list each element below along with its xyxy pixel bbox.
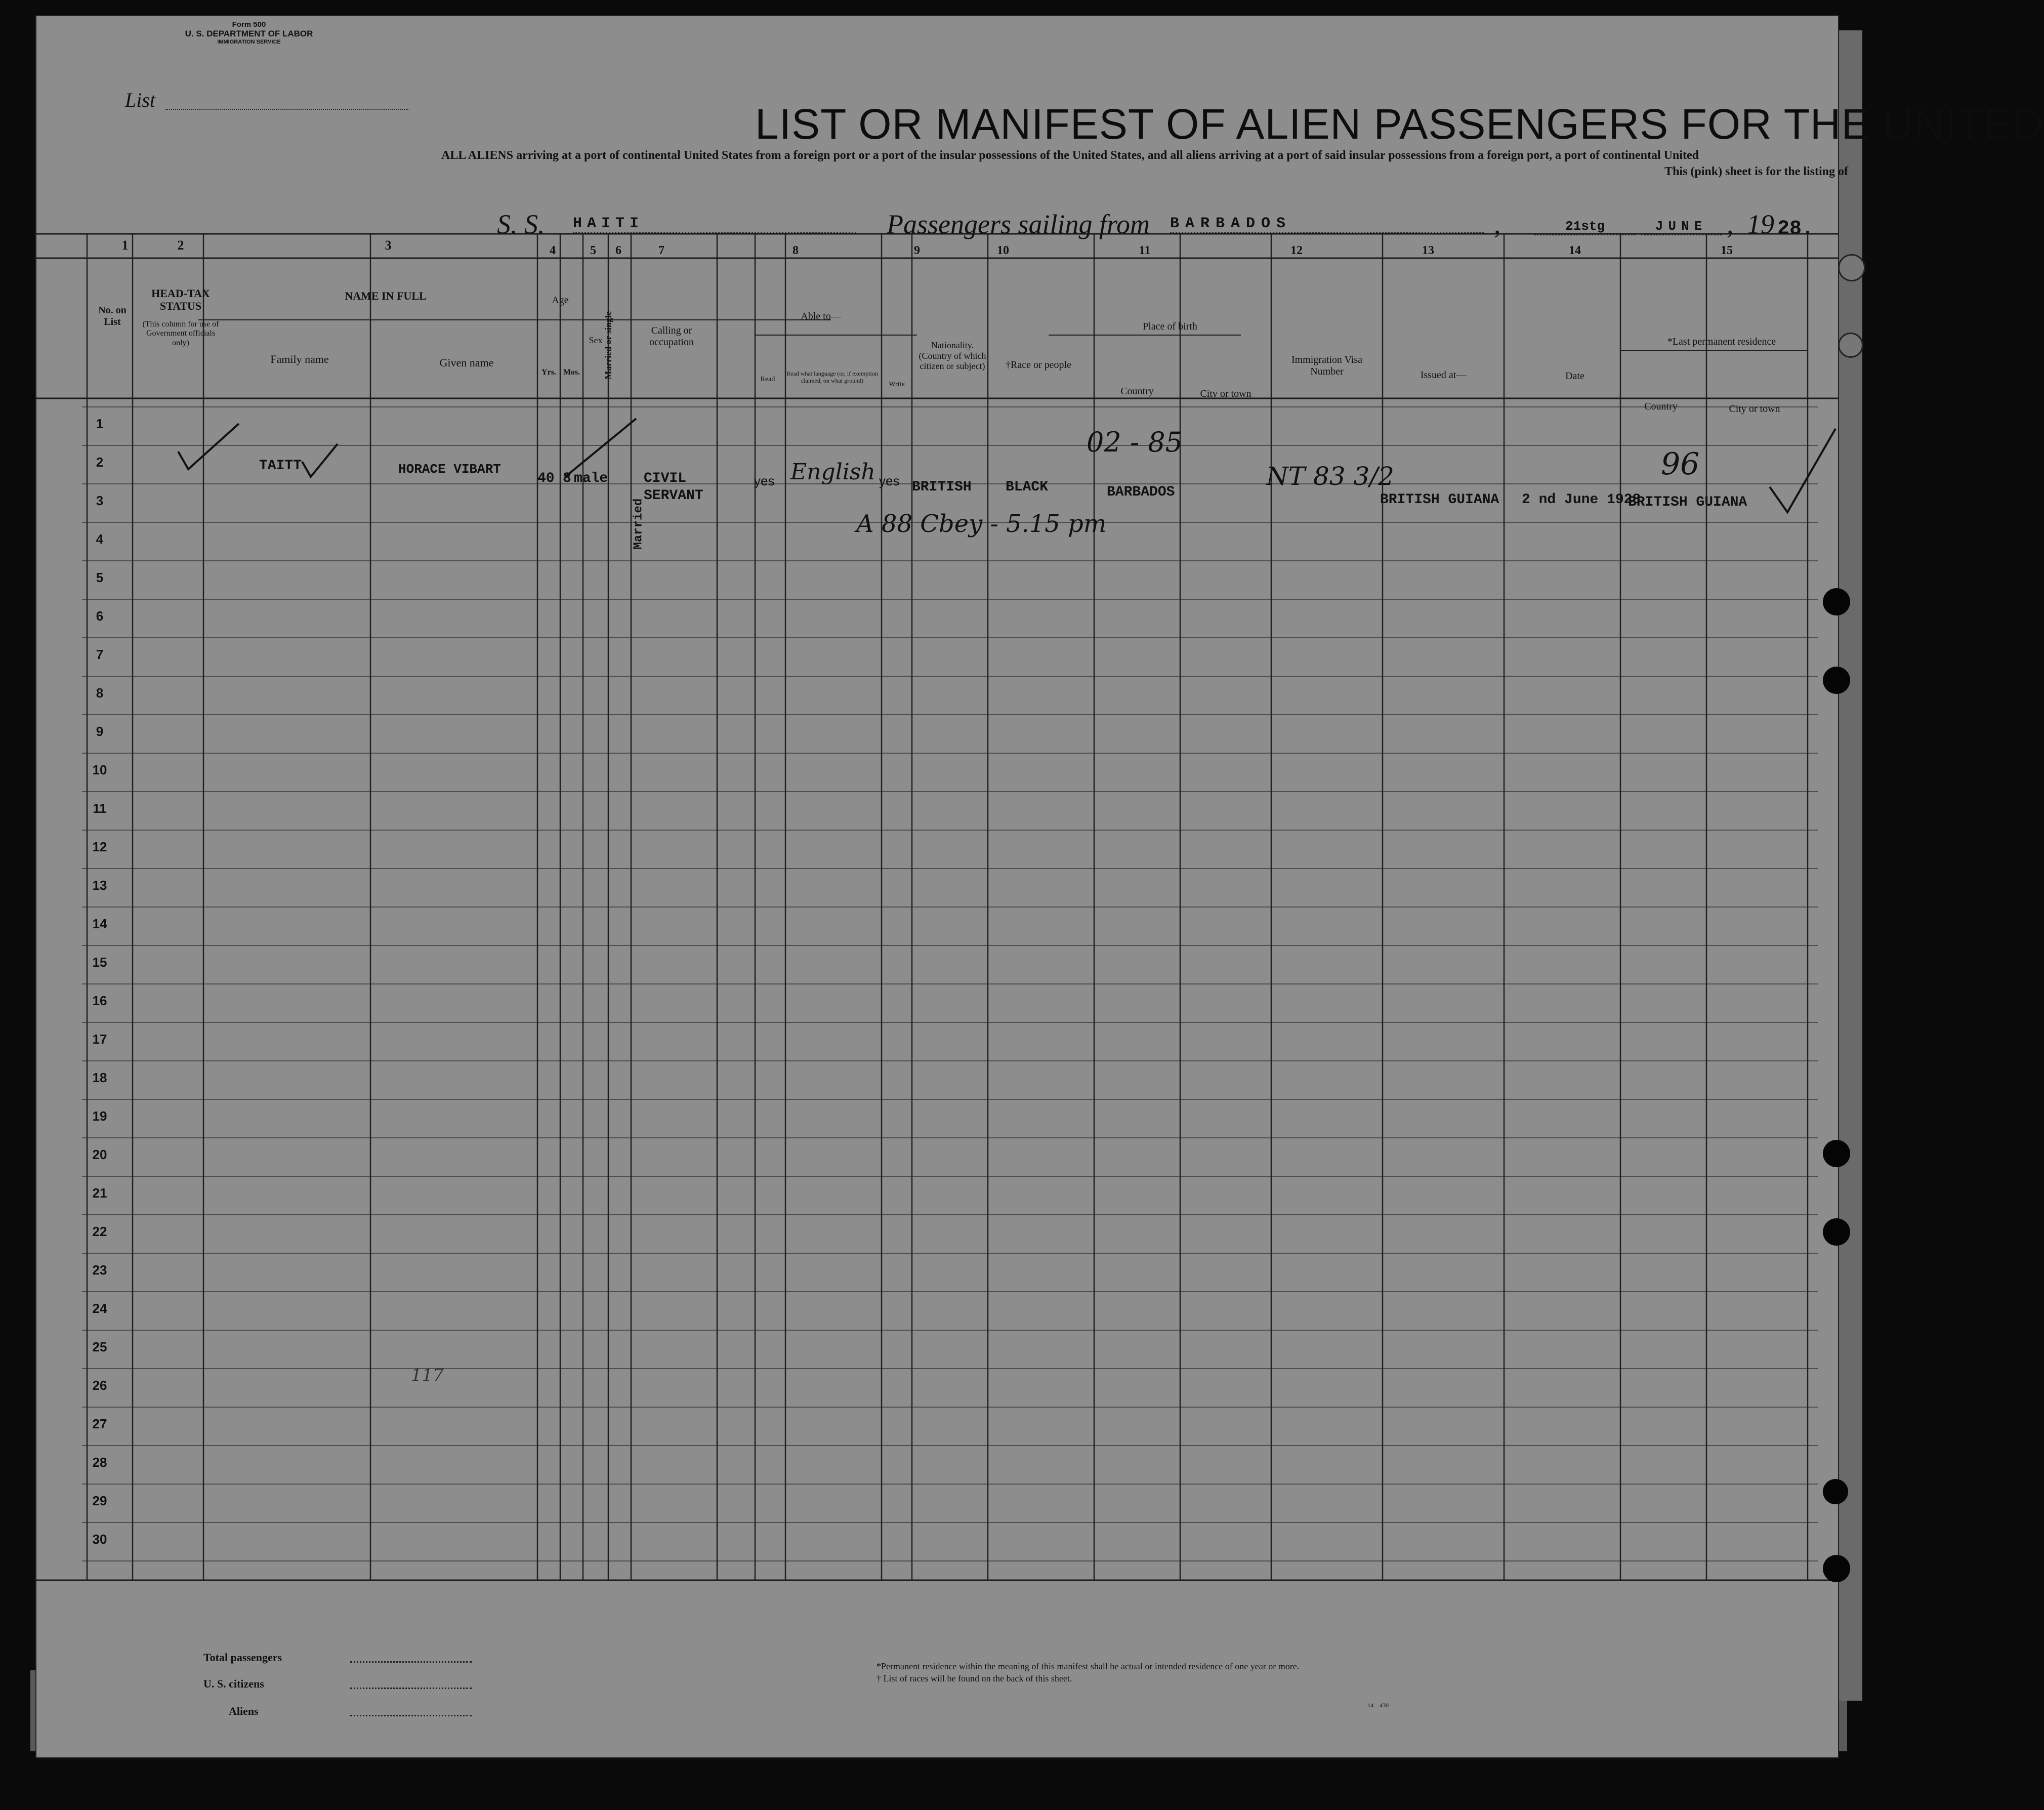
ship-name-field[interactable]: HAITI	[573, 215, 856, 234]
binder-hole-icon	[1838, 254, 1865, 281]
row-number: 16	[92, 993, 107, 1008]
col-num-2: 2	[177, 238, 184, 253]
col-header-mos: Mos.	[563, 368, 580, 377]
punch-hole-icon	[1823, 1218, 1850, 1246]
check-mark-age-icon	[563, 416, 639, 487]
col-num-7: 7	[658, 244, 664, 257]
col-num-1: 1	[121, 238, 129, 253]
col-header-head-tax-note: (This column for use of Government officials only)	[142, 320, 219, 347]
check-mark-residence-icon	[1767, 426, 1838, 517]
col-header-read-language: Read what language (or, if exemption claimed, on what ground)	[786, 370, 878, 384]
row-number: 30	[92, 1532, 107, 1547]
col-header-res-city: City or town	[1729, 403, 1780, 415]
col-header-birth-country: Country	[1120, 386, 1154, 397]
entry-married[interactable]: Married	[632, 498, 646, 550]
col-header-place-of-birth: Place of birth	[1143, 321, 1197, 332]
col-header-head-tax: HEAD-TAX STATUS	[151, 287, 210, 313]
col-num-8: 8	[792, 244, 799, 257]
row-number: 22	[92, 1224, 107, 1239]
row-number: 3	[96, 493, 104, 508]
entry-calling-line-2[interactable]: SERVANT	[644, 488, 703, 504]
col-header-date: Date	[1565, 371, 1584, 382]
row-number: 11	[93, 801, 107, 816]
row-number: 29	[92, 1493, 107, 1508]
sailing-label: Passengers sailing from	[887, 209, 1150, 239]
form-number: Form 500	[232, 20, 266, 29]
page-title: LIST OR MANIFEST OF ALIEN PASSENGERS FOR THE UNITED	[755, 100, 2044, 148]
col-header-no-on-list: No. on List	[98, 305, 127, 327]
binder-hole-icon	[1838, 333, 1863, 358]
row-number: 14	[92, 916, 107, 931]
comma-1: ,	[1494, 209, 1501, 239]
marginal-mark-row26: 117	[411, 1365, 444, 1385]
entry-given-name[interactable]: HORACE VIBART	[398, 462, 501, 477]
row-number: 15	[92, 955, 107, 970]
punch-hole-icon	[1823, 667, 1850, 694]
manifest-grid	[36, 16, 1838, 1757]
row-number: 7	[96, 647, 104, 662]
us-citizens-field[interactable]	[350, 1688, 472, 1689]
row-number: 25	[92, 1339, 107, 1354]
punch-hole-icon	[1823, 1555, 1850, 1582]
col-num-4: 4	[550, 244, 556, 257]
check-mark-family-name-icon	[300, 441, 340, 482]
col-header-age: Age	[552, 295, 569, 306]
entry-age-yrs[interactable]: 40	[537, 471, 555, 486]
ss-label: S. S.	[497, 209, 545, 239]
row-number: 6	[96, 608, 104, 624]
col-num-5: 5	[590, 244, 596, 257]
entry-write[interactable]: yes	[879, 473, 900, 488]
col-num-9: 9	[914, 244, 920, 257]
col-header-last-residence: *Last permanent residence	[1667, 336, 1776, 347]
col-header-given-name: Given name	[439, 356, 494, 369]
row-number: 2	[96, 455, 104, 470]
department-name: U. S. DEPARTMENT OF LABOR	[185, 29, 313, 39]
year-filled[interactable]: 28.	[1777, 218, 1814, 240]
col-num-15: 15	[1721, 244, 1733, 257]
aliens-label: Aliens	[229, 1705, 259, 1717]
subtitle-text-1: ALL ALIENS arriving at a port of continental United States from a foreign port or a port of the insular possessions of the United States, and all aliens arriving at a port of said insular possessions from a foreign port, a port of continental United	[441, 149, 1699, 162]
col-header-issued-at: Issued at—	[1420, 369, 1467, 381]
total-passengers-label: Total passengers	[203, 1651, 282, 1664]
col-num-12: 12	[1290, 244, 1303, 257]
row-number: 19	[92, 1108, 107, 1124]
punch-hole-icon	[1823, 588, 1850, 615]
punch-hole-icon	[1823, 1479, 1848, 1504]
year-printed: 19	[1747, 209, 1774, 239]
entry-age-mos[interactable]: 8	[563, 471, 571, 486]
entry-birth-annotation: 02 - 85	[1087, 426, 1183, 458]
col-header-write: Write	[889, 381, 905, 388]
punch-hole-icon	[1823, 1140, 1850, 1167]
col-header-sex: Sex	[589, 335, 603, 345]
comma-2: ,	[1727, 209, 1734, 239]
footnote-races: † List of races will be found on the back of this sheet.	[877, 1673, 1072, 1683]
row-number: 26	[92, 1378, 107, 1393]
row-number: 17	[92, 1032, 107, 1047]
total-passengers-field[interactable]	[350, 1661, 472, 1663]
col-header-nationality: Nationality. (Country of which citizen or subject)	[919, 340, 986, 372]
row-number: 21	[92, 1185, 107, 1201]
col-header-birth-city: City or town	[1200, 388, 1252, 399]
col-num-10: 10	[997, 244, 1009, 257]
row-number: 12	[92, 839, 107, 854]
us-citizens-label: U. S. citizens	[203, 1677, 264, 1690]
entry-race[interactable]: BLACK	[1006, 479, 1049, 495]
row-number: 18	[92, 1070, 107, 1085]
service-name: IMMIGRATION SERVICE	[217, 38, 281, 45]
row-number: 24	[92, 1301, 107, 1316]
row-number: 4	[96, 531, 104, 547]
col-num-14: 14	[1569, 244, 1581, 257]
subtitle-line-2: This (pink) sheet is for the listing of	[1664, 165, 1848, 178]
row-number: 23	[92, 1262, 107, 1278]
row-number: 28	[92, 1455, 107, 1470]
row-number: 1	[96, 416, 104, 431]
row-number: 9	[96, 724, 104, 739]
entry-res-annotation: 96	[1661, 446, 1700, 482]
col-header-family-name: Family name	[270, 353, 329, 365]
col-num-3: 3	[385, 238, 392, 253]
row-number: 13	[92, 878, 107, 893]
col-header-res-country: Country	[1644, 401, 1678, 412]
manifest-sheet	[35, 15, 2044, 1758]
col-header-able-to: Able to—	[801, 311, 841, 322]
col-num-6: 6	[615, 244, 621, 257]
col-header-race: †Race or people	[1006, 359, 1071, 371]
col-header-yrs: Yrs.	[541, 368, 556, 377]
col-header-married: Married or single	[603, 311, 613, 380]
month-field[interactable]: JUNE	[1641, 219, 1722, 235]
entry-visa[interactable]: NT 83 3/2	[1266, 462, 1394, 491]
entry-row3-annotation: A 88 Cbey - 5.15 pm	[856, 510, 1107, 538]
entry-language[interactable]: English	[790, 459, 875, 485]
aliens-field[interactable]	[350, 1715, 472, 1716]
col-header-read: Read	[760, 376, 775, 383]
col-num-11: 11	[1139, 244, 1151, 257]
port-field[interactable]: BARBADOS	[1170, 215, 1484, 234]
row-number: 10	[92, 762, 107, 777]
check-mark-head-tax-icon	[173, 421, 244, 477]
list-label: List	[125, 89, 156, 111]
entry-family-name[interactable]: TAITT	[259, 458, 302, 474]
footnote-permanent-residence: *Permanent residence within the meaning of this manifest shall be actual or intended residence of one year or more.	[877, 1661, 1300, 1671]
col-header-visa-number: Immigration Visa Number	[1291, 354, 1363, 377]
col-header-name-in-full: NAME IN FULL	[345, 290, 427, 302]
entry-nationality[interactable]: BRITISH	[912, 479, 972, 495]
row-number: 27	[92, 1416, 107, 1431]
col-num-13: 13	[1422, 244, 1434, 257]
day-field[interactable]: 21stg	[1534, 219, 1636, 235]
form-code: 14—430	[1367, 1702, 1389, 1709]
row-number: 5	[96, 570, 104, 585]
entry-birth-country[interactable]: BARBADOS	[1107, 484, 1175, 500]
entry-read[interactable]: yes	[754, 473, 775, 488]
row-number: 20	[92, 1147, 107, 1162]
entry-date[interactable]: 2 nd June 1928	[1522, 492, 1641, 508]
entry-issued-at[interactable]: BRITISH GUIANA	[1380, 492, 1499, 508]
entry-calling-line-1[interactable]: CIVIL	[644, 471, 687, 486]
entry-sex[interactable]: male	[574, 471, 608, 486]
col-header-calling: Calling or occupation	[649, 325, 694, 348]
row-number: 8	[96, 685, 104, 701]
entry-res-country[interactable]: BRITISH GUIANA	[1628, 495, 1747, 510]
